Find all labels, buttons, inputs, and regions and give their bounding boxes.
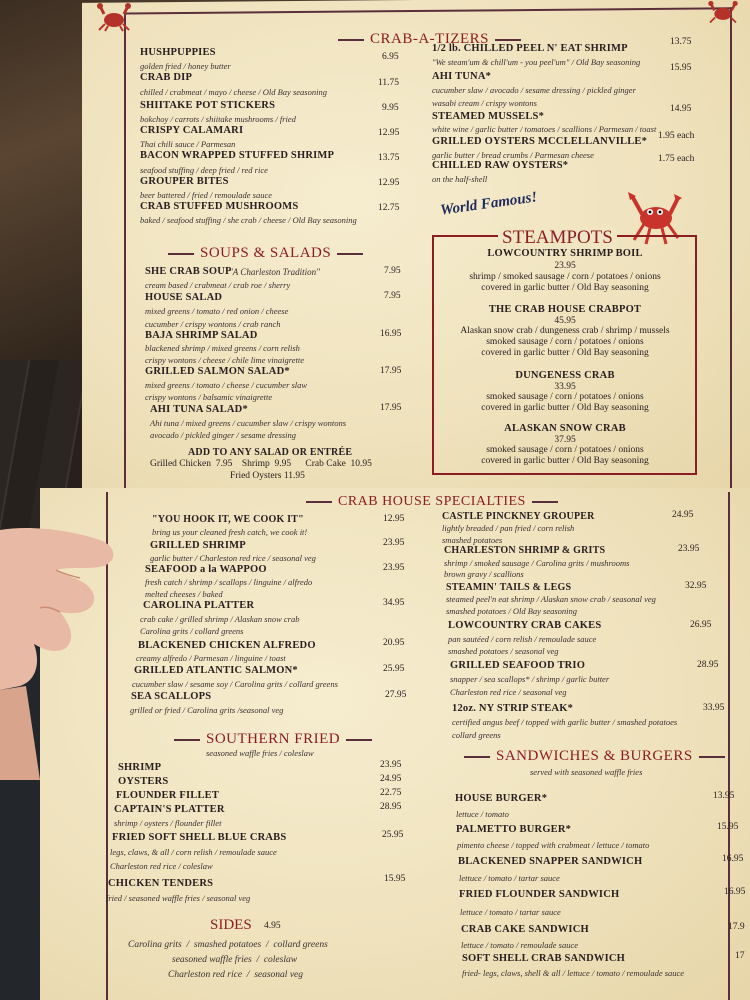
menu-item-price: 28.95 [380, 802, 402, 812]
menu-item-description: shrimp / oysters / flounder fillet [114, 818, 222, 828]
steampot-description: covered in garlic butter / Old Bay seasoning [481, 283, 649, 293]
steampot-description: covered in garlic butter / Old Bay seasoning [481, 456, 649, 466]
menu-item-description: white wine / garlic butter / tomatoes / scallions / Parmesan / toast [432, 124, 657, 134]
steampot-description: smoked sausage / corn / potatoes / onions [486, 445, 644, 455]
section-title-sandwiches: SANDWICHES & BURGERS [458, 748, 731, 765]
menu-item-price: 33.95 [703, 703, 725, 713]
menu-item-name: "YOU HOOK IT, WE COOK IT" [152, 514, 304, 525]
menu-item-name: GRILLED SALMON SALAD* [145, 366, 290, 377]
menu-item-name: CAPTAIN'S PLATTER [114, 804, 225, 815]
menu-item-price: 11.75 [378, 78, 400, 88]
menu-item-price: 27.95 [385, 690, 407, 700]
menu-item-description: cucumber slaw / sesame soy / Carolina grits / collard greens [132, 679, 338, 689]
menu-item-price: 7.95 [384, 266, 401, 276]
menu-item-name: CRAB DIP [140, 72, 193, 83]
steampot-name: DUNGENESS CRAB [515, 370, 615, 381]
menu-item-description: lettuce / tomato / tartar sauce [460, 907, 561, 917]
steampot-name: THE CRAB HOUSE CRABPOT [488, 304, 642, 315]
sides-price: 4.95 [264, 921, 281, 931]
menu-item-description: beer battered / fried / remoulade sauce [140, 190, 273, 200]
steampot-price: 45.95 [554, 316, 576, 326]
menu-item-description: chilled / crabmeat / mayo / cheese / Old Bay seasoning [140, 87, 327, 97]
menu-item-description: collard greens [452, 730, 501, 740]
menu-item-price: 16.95 [380, 329, 402, 339]
menu-item-tagline: "A Charleston Tradition" [229, 267, 320, 277]
sides-list: Charleston red rice / seasonal veg [168, 970, 304, 980]
menu-item-description: seafood stuffing / deep fried / red rice [140, 165, 268, 175]
menu-item-description: bring us your cleaned fresh catch, we cook it! [152, 527, 308, 537]
menu-item-description: smashed potatoes / seasonal veg [448, 646, 559, 656]
menu-item-description: lettuce / tomato [456, 809, 509, 819]
menu-item-price: 16.95 [724, 887, 746, 897]
world-famous-banner: World Famous! [439, 189, 539, 219]
menu-item-description: "We steam'um & chill'um - you peel'um" / Old Bay seasoning [432, 57, 641, 67]
menu-item-name: CRAB STUFFED MUSHROOMS [140, 201, 299, 212]
menu-item-description: pimento cheese / topped with crabmeat / lettuce / tomato [457, 840, 650, 850]
addon-options: Grilled Chicken 7.95 Shrimp 9.95 Crab Cake 10.95 [150, 459, 372, 469]
menu-item-name: STEAMIN' TAILS & LEGS [446, 582, 572, 593]
menu-item-name: SEAFOOD a la WAPPOO [145, 564, 267, 575]
menu-item-name: 12oz. NY STRIP STEAK* [452, 703, 574, 714]
menu-item-description: snapper / sea scallops* / shrimp / garlic butter [450, 674, 610, 684]
menu-item-description: garlic butter / bread crumbs / Parmesan cheese [432, 150, 594, 160]
menu-item-price: 16.95 [722, 854, 744, 864]
menu-item-description: pan sautéed / corn relish / remoulade sauce [448, 634, 597, 644]
menu-item-price: 12.95 [378, 128, 400, 138]
steampot-description: smoked sausage / corn / potatoes / onions [486, 392, 644, 402]
menu-item-price: 13.95 [713, 791, 735, 801]
menu-item-name: OYSTERS [118, 776, 169, 787]
steampot-price: 23.95 [554, 261, 576, 271]
menu-item-name: FRIED SOFT SHELL BLUE CRABS [112, 832, 287, 843]
section-title-soups-salads: SOUPS & SALADS [162, 245, 369, 262]
menu-item-description: lightly breaded / pan fried / corn relish [442, 523, 575, 533]
menu-item-description: fried / seasoned waffle fries / seasonal veg [106, 893, 251, 903]
section-title-specialties: CRAB HOUSE SPECIALTIES [300, 494, 564, 510]
menu-item-description: crab cake / grilled shrimp / Alaskan snow crab [140, 614, 300, 624]
menu-item-description: brown gravy / scallions [444, 569, 524, 579]
menu-item-description: on the half-shell [432, 174, 488, 184]
menu-item-price: 22.75 [380, 788, 402, 798]
menu-item-price: 28.95 [697, 660, 719, 670]
hand-image [0, 520, 122, 780]
menu-item-description: mixed greens / tomato / cheese / cucumber slaw [145, 380, 308, 390]
menu-item-name: CASTLE PINCKNEY GROUPER [442, 511, 595, 522]
menu-item-description: shrimp / smoked sausage / Carolina grits / mushrooms [444, 558, 630, 568]
menu-item-name: CHILLED RAW OYSTERS* [432, 160, 569, 171]
menu-item-price: 13.75 [378, 153, 400, 163]
menu-item-name: GRILLED SHRIMP [150, 540, 246, 551]
steampot-description: Alaskan snow crab / dungeness crab / shrimp / mussels [460, 326, 670, 336]
menu-item-description: avocado / pickled ginger / sesame dressing [150, 430, 297, 440]
menu-item-name: 1/2 lb. CHILLED PEEL N' EAT SHRIMP [432, 43, 628, 54]
menu-item-description: certified angus beef / topped with garlic butter / smashed potatoes [452, 717, 678, 727]
menu-item-price: 26.95 [690, 620, 712, 630]
menu-item-name: HOUSE BURGER* [455, 793, 548, 804]
menu-item-price: 23.95 [380, 760, 402, 770]
menu-item-price: 23.95 [383, 538, 405, 548]
menu-item-name: CRISPY CALAMARI [140, 125, 244, 136]
section-title-southern-fried: SOUTHERN FRIED [168, 731, 378, 748]
menu-item-price: 17.9 [728, 922, 745, 932]
menu-item-name: AHI TUNA* [432, 71, 492, 82]
menu-item-price: 13.75 [670, 37, 692, 47]
section-title-appetizers: CRAB-A-TIZERS [332, 31, 527, 48]
menu-item-description: wasabi cream / crispy wontons [432, 98, 537, 108]
menu-item-description: garlic butter / Charleston red rice / seasonal veg [150, 553, 316, 563]
menu-item-price: 12.75 [378, 203, 400, 213]
menu-item-name: STEAMED MUSSELS* [432, 111, 545, 122]
menu-item-description: golden fried / honey butter [140, 61, 231, 71]
menu-item-price: 23.95 [678, 544, 700, 554]
menu-item-name: SOFT SHELL CRAB SANDWICH [462, 953, 626, 964]
menu-item-name: CAROLINA PLATTER [143, 600, 255, 611]
menu-item-price: 34.95 [383, 598, 405, 608]
menu-item-description: blackened shrimp / mixed greens / corn relish [145, 343, 300, 353]
menu-item-description: creamy alfredo / Parmesan / linguine / toast [136, 653, 286, 663]
menu-item-description: melted cheeses / baked [145, 589, 223, 599]
menu-item-name: HUSHPUPPIES [140, 47, 216, 58]
menu-item-description: crispy wontons / cheese / chile lime vinaigrette [145, 355, 305, 365]
menu-item-description: bokchoy / carrots / shiitake mushrooms / fried [140, 114, 296, 124]
menu-item-description: Charleston red rice / coleslaw [110, 861, 213, 871]
section-subtitle: served with seasoned waffle fries [530, 767, 643, 777]
crab-icon [96, 2, 132, 32]
menu-item-price: 12.95 [378, 178, 400, 188]
menu-item-name: GRILLED OYSTERS MCCLELLANVILLE* [432, 136, 648, 147]
menu-item-name: SHIITAKE POT STICKERS [140, 100, 276, 111]
menu-item-name: AHI TUNA SALAD* [150, 404, 248, 415]
menu-item-name: GRILLED ATLANTIC SALMON* [134, 665, 298, 676]
menu-item-price: 14.95 [670, 104, 692, 114]
menu-item-name: FRIED FLOUNDER SANDWICH [459, 889, 620, 900]
menu-item-description: mixed greens / tomato / red onion / cheese [145, 306, 289, 316]
menu-item-price: 17.95 [380, 403, 402, 413]
menu-item-name: PALMETTO BURGER* [456, 824, 572, 835]
steampot-description: shrimp / smoked sausage / corn / potatoes / onions [469, 272, 661, 282]
sides-list: seasoned waffle fries / coleslaw [172, 955, 298, 965]
menu-item-name: HOUSE SALAD [145, 292, 223, 303]
menu-item-price: 1.75 each [658, 154, 695, 164]
menu-item-description: Thai chili sauce / Parmesan [140, 139, 236, 149]
steampot-description: covered in garlic butter / Old Bay seasoning [481, 403, 649, 413]
steampot-name: LOWCOUNTRY SHRIMP BOIL [487, 248, 643, 259]
menu-item-name: BLACKENED CHICKEN ALFREDO [138, 640, 316, 651]
menu-item-description: lettuce / tomato / remoulade sauce [461, 940, 579, 950]
menu-item-price: 7.95 [384, 291, 401, 301]
menu-item-description: cucumber slaw / avocado / sesame dressing / pickled ginger [432, 85, 636, 95]
menu-item-name: CHICKEN TENDERS [108, 878, 214, 889]
menu-item-price: 17 [735, 951, 745, 961]
steampot-name: ALASKAN SNOW CRAB [504, 423, 626, 434]
crab-icon [704, 0, 742, 26]
menu-item-description: grilled or fried / Carolina grits /seasonal veg [130, 705, 284, 715]
menu-item-name: BLACKENED SNAPPER SANDWICH [458, 856, 643, 867]
menu-item-price: 12.95 [383, 514, 405, 524]
menu-item-name: SEA SCALLOPS [131, 691, 212, 702]
sides-list: Carolina grits / smashed potatoes / collard greens [128, 940, 328, 950]
section-title-sides: SIDES [210, 917, 252, 933]
menu-item-description: fresh catch / shrimp / scallops / linguine / alfredo [145, 577, 313, 587]
menu-item-price: 15.95 [717, 822, 739, 832]
menu-item-price: 9.95 [382, 103, 399, 113]
addon-options: Fried Oysters 11.95 [230, 471, 305, 481]
menu-item-name: CHARLESTON SHRIMP & GRITS [444, 545, 606, 556]
menu-item-price: 25.95 [382, 830, 404, 840]
menu-item-price: 25.95 [383, 664, 405, 674]
steampot-description: covered in garlic butter / Old Bay seasoning [481, 348, 649, 358]
menu-item-price: 15.95 [384, 874, 406, 884]
menu-item-price: 24.95 [672, 510, 694, 520]
menu-item-description: crispy wontons / balsamic vinaigrette [145, 392, 273, 402]
menu-item-name: BAJA SHRIMP SALAD [145, 330, 258, 341]
menu-item-description: lettuce / tomato / tartar sauce [459, 873, 560, 883]
menu-item-price: 24.95 [380, 774, 402, 784]
menu-item-name: SHRIMP [118, 762, 162, 773]
steampot-description: smoked sausage / corn / potatoes / onions [486, 337, 644, 347]
menu-item-price: 23.95 [383, 563, 405, 573]
menu-item-name: CRAB CAKE SANDWICH [461, 924, 589, 935]
menu-item-description: Charleston red rice / seasonal veg [450, 687, 567, 697]
section-title-steampots: STEAMPOTS [498, 227, 617, 249]
menu-item-name: GRILLED SEAFOOD TRIO [450, 660, 586, 671]
menu-item-price: 6.95 [382, 52, 399, 62]
menu-item-price: 1.95 each [658, 131, 695, 141]
menu-item-price: 15.95 [670, 63, 692, 73]
section-subtitle: seasoned waffle fries / coleslaw [206, 748, 314, 758]
menu-item-description: legs, claws, & all / corn relish / remoulade sauce [110, 847, 277, 857]
menu-item-price: 32.95 [685, 581, 707, 591]
menu-item-description: baked / seafood stuffing / she crab / cheese / Old Bay seasoning [140, 215, 357, 225]
menu-item-description: fried- legs, claws, shell & all / lettuce / tomato / remoulade sauce [462, 968, 685, 978]
steampot-price: 33.95 [554, 382, 576, 392]
menu-item-name: GROUPER BITES [140, 176, 229, 187]
menu-item-description: Carolina grits / collard greens [140, 626, 244, 636]
menu-item-name: BACON WRAPPED STUFFED SHRIMP [140, 150, 335, 161]
menu-item-description: Ahi tuna / mixed greens / cucumber slaw / crispy wontons [150, 418, 347, 428]
menu-item-name: SHE CRAB SOUP [145, 266, 232, 277]
menu-item-description: steamed peel'n eat shrimp / Alaskan snow crab / seasonal veg [446, 594, 656, 604]
menu-item-description: smashed potatoes / Old Bay seasoning [446, 606, 578, 616]
steampot-price: 37.95 [554, 435, 576, 445]
menu-item-description: smashed potatoes [442, 535, 503, 545]
addon-title: ADD TO ANY SALAD OR ENTRÉE [188, 447, 353, 458]
menu-item-name: FLOUNDER FILLET [116, 790, 220, 801]
menu-item-description: cucumber / crispy wontons / crab ranch [145, 319, 281, 329]
menu-item-description: cream based / crabmeat / crab roe / sherry [145, 280, 291, 290]
menu-item-price: 17.95 [380, 366, 402, 376]
menu-item-price: 20.95 [383, 638, 405, 648]
menu-item-name: LOWCOUNTRY CRAB CAKES [448, 620, 602, 631]
